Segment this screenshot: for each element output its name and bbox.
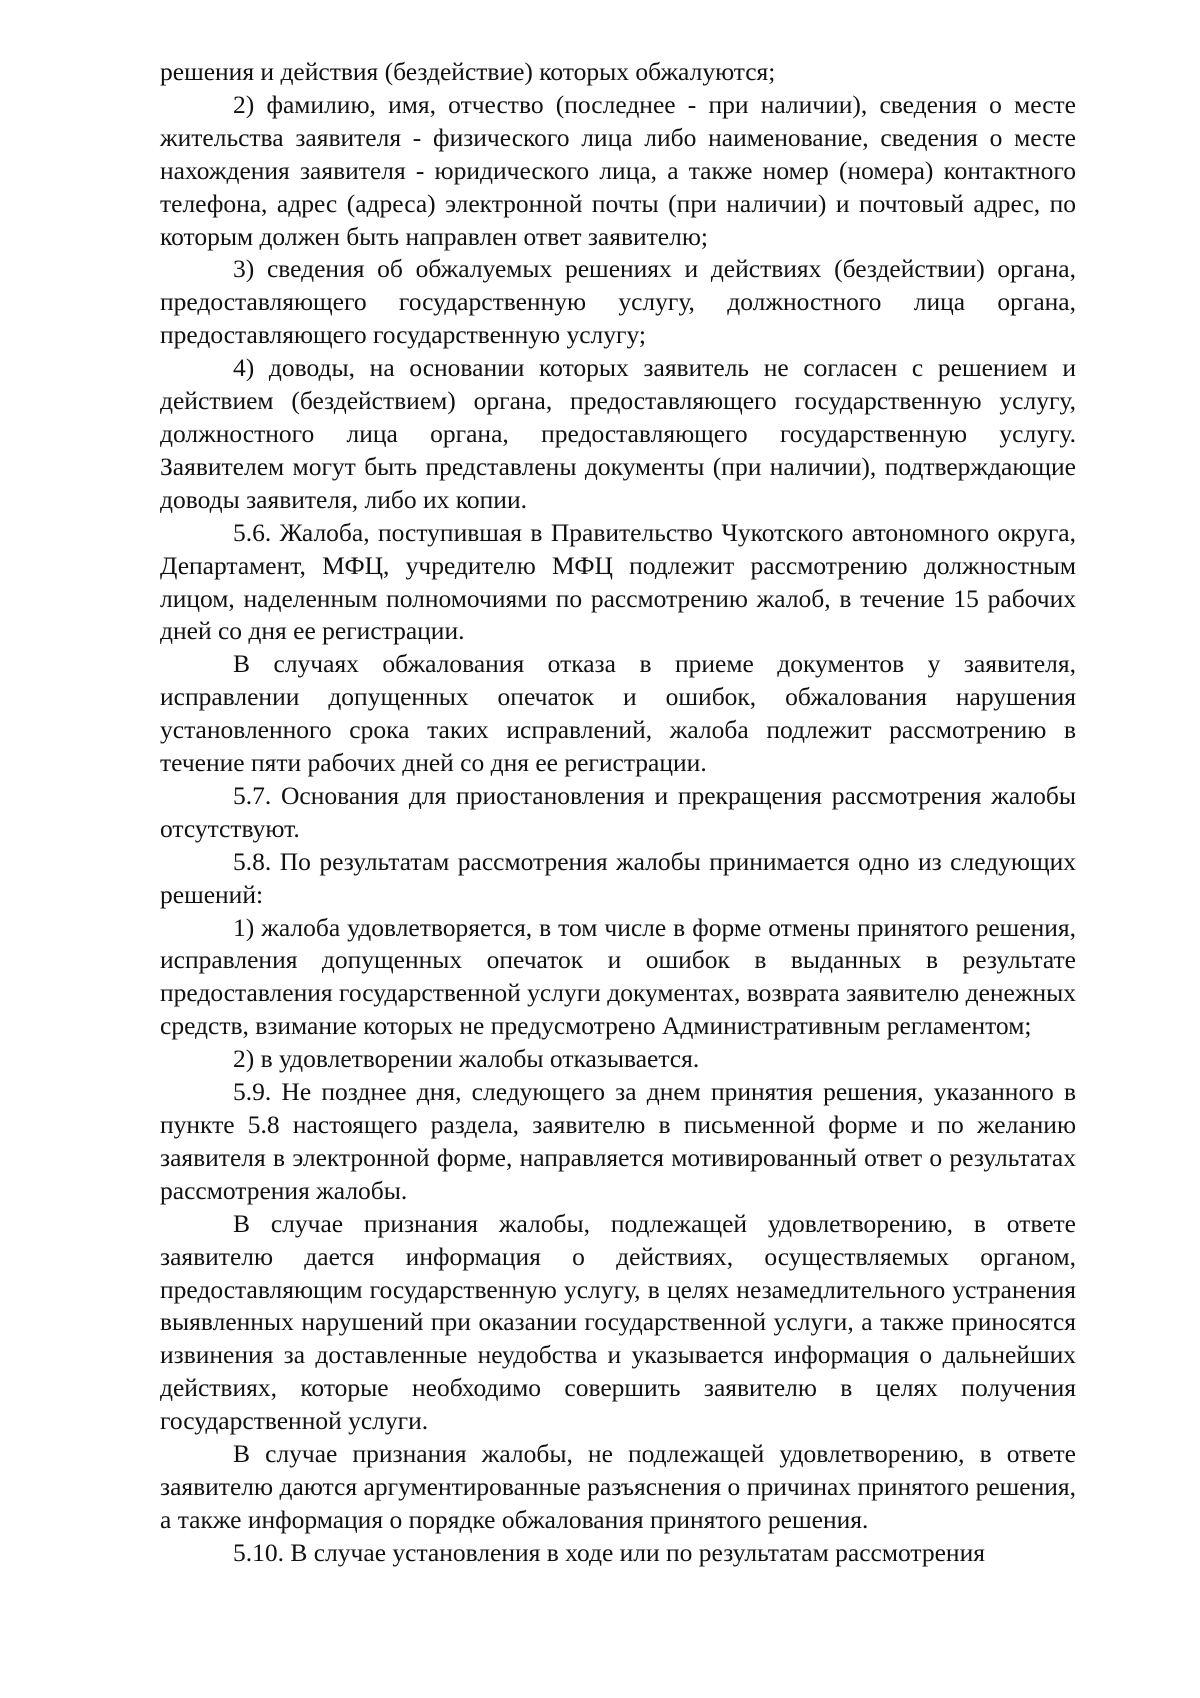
- document-body: [160, 56, 1076, 1570]
- paragraph-5-8-item-2: 2) в удовлетворении жалобы отказывается.: [233, 1044, 700, 1074]
- paragraph-5-6-cases: В случаях обжалования отказа в приеме документов у заявителя, исправлении допущенных опечаток и ошибок, обжалования нарушения установленного срока таких исправлений, жалоба подлежит рассмотрению в течение пяти рабочих дней со дня ее регистрации.: [160, 649, 1076, 778]
- paragraph-5-7: 5.7. Основания для приостановления и прекращения рассмотрения жалобы отсутствуют.: [160, 780, 1076, 843]
- paragraph-5-10: 5.10. В случае установления в ходе или по результатам рассмотрения: [233, 1537, 985, 1567]
- paragraph-continuation: решения и действия (бездействие) которых обжалуются;: [160, 57, 776, 86]
- paragraph-item-2: 2) фамилию, имя, отчество (последнее - при наличии), сведения о месте жительства заявителя - физического лица либо наименование, сведения о месте нахождения заявителя - юридического лица, а также номер (номера) контактного телефона, адрес (адреса) электронной почты (при наличии) и почтовый адрес, по которым должен быть направлен ответ заявителю;: [160, 89, 1076, 251]
- paragraph-5-9-satisfied: В случае признания жалобы, подлежащей удовлетворению, в ответе заявителю дается информация о действиях, осуществляемых органом, предоставляющим государственную услугу, в целях незамедлительного устранения выявленных нарушений при оказании государственной услуги, а также приносятся извинения за доставленные неудобства и указывается информация о дальнейших действиях, которые необходимо совершить заявителю в целях получения государственной услуги.: [160, 1208, 1076, 1436]
- paragraph-5-9: 5.9. Не позднее дня, следующего за днем принятия решения, указанного в пункте 5.8 настоящего раздела, заявителю в письменной форме и по желанию заявителя в электронной форме, направляется мотивированный ответ о результатах рассмотрения жалобы.: [160, 1077, 1076, 1205]
- paragraph-item-3: 3) сведения об обжалуемых решениях и действиях (бездействии) органа, предоставляющего государственную услугу, должностного лица органа, предоставляющего государственную услугу;: [160, 254, 1076, 350]
- paragraph-item-4: 4) доводы, на основании которых заявитель не согласен с решением и действием (бездействием) органа, предоставляющего государственную услугу, должностного лица органа, предоставляющего государственную услугу. Заявителем могут быть представлены документы (при наличии), подтверждающие доводы заявителя, либо их копии.: [160, 353, 1076, 514]
- paragraph-5-9-rejected: В случае признания жалобы, не подлежащей удовлетворению, в ответе заявителю даются аргументированные разъяснения о причинах принятого решения, а также информация о порядке обжалования принятого решения.: [160, 1439, 1076, 1534]
- paragraph-5-6: 5.6. Жалоба, поступившая в Правительство Чукотского автономного округа, Департамент, МФЦ, учредителю МФЦ подлежит рассмотрению должностным лицом, наделенным полномочиями по рассмотрению жалоб, в течение 15 рабочих дней со дня ее регистрации.: [160, 517, 1076, 646]
- paragraph-5-8-item-1: 1) жалоба удовлетворяется, в том числе в форме отмены принятого решения, исправления допущенных опечаток и ошибок в выданных в результате предоставления государственной услуги документах, возврата заявителю денежных средств, взимание которых не предусмотрено Административным регламентом;: [160, 912, 1076, 1041]
- paragraph-5-8: 5.8. По результатам рассмотрения жалобы принимается одно из следующих решений:: [160, 846, 1076, 909]
